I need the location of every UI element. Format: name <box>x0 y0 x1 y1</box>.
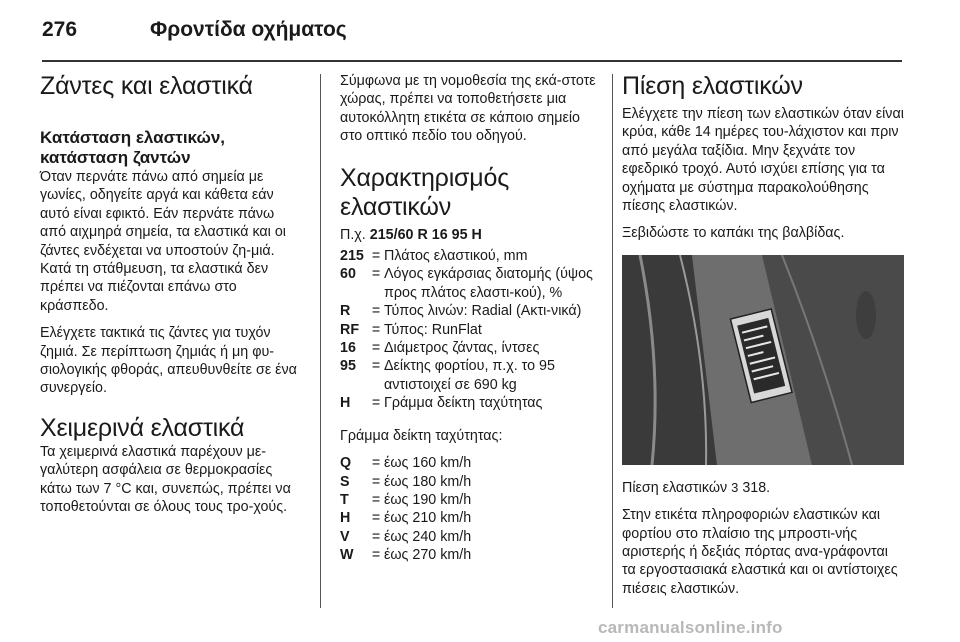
definition-row <box>340 357 602 394</box>
speed-index-table <box>340 454 471 564</box>
subheading-tyre-condition: Κατάσταση ελαστικών, <box>40 128 225 147</box>
heading-tyre-pressure: Πίεση ελαστικών <box>622 72 803 100</box>
figure-caption <box>622 479 904 497</box>
door-frame-illustration <box>622 255 904 465</box>
page-header <box>42 14 902 54</box>
door-pillar-label-figure <box>622 255 904 465</box>
definition-text: Διάμετρος ζάντας, ίντσες <box>384 340 540 357</box>
definition-key: 16 <box>340 340 356 357</box>
definition-text: έως 270 km/h <box>384 547 472 564</box>
heading-tyre-designation: Χαρακτηρισμός ελαστικών <box>340 163 510 221</box>
definition-row <box>340 509 471 527</box>
definition-key: R <box>340 303 351 320</box>
heading-winter-tyres: Χειμερινά ελαστικά <box>40 413 245 442</box>
definition-equals: = <box>371 248 381 265</box>
column-divider-1 <box>320 74 321 608</box>
definition-text: Τύπος: RunFlat <box>384 321 482 338</box>
watermark: carmanualsonline.info <box>598 618 783 637</box>
definition-key: 60 <box>340 266 356 283</box>
paragraph-legislation: Σύμφωνα με τη νομοθεσία της εκά-στοτε χώρας, πρέπει να τοποθετήσετε μια αυτοκόλλητη ετικέτα σε κάποιο σημείο στο οπτικό πεδίο του οδηγού. <box>340 73 596 145</box>
definition-key: S <box>340 473 350 490</box>
definition-equals: = <box>371 491 381 508</box>
definition-row <box>340 265 602 302</box>
definition-row <box>340 491 471 509</box>
definition-row <box>340 321 602 339</box>
column-divider-2 <box>612 74 613 608</box>
column-left <box>40 72 302 517</box>
definition-text: έως 190 km/h <box>384 491 472 508</box>
definition-equals: = <box>371 547 381 564</box>
definition-key: RF <box>340 321 360 338</box>
definition-row <box>340 394 602 412</box>
definition-text: Πλάτος ελαστικού, mm <box>384 248 528 265</box>
definition-text: έως 240 km/h <box>384 528 472 545</box>
definition-key: W <box>340 547 354 564</box>
definition-row <box>340 302 602 320</box>
definition-equals: = <box>371 455 381 472</box>
example-code: 215/60 R 16 95 H <box>369 226 482 243</box>
definition-equals: = <box>371 528 381 545</box>
definition-text: έως 160 km/h <box>384 455 472 472</box>
subheading-wheel-condition: κατάσταση ζαντών <box>40 148 191 167</box>
paragraph-driving-over-edges: Όταν περνάτε πάνω από σημεία με γωνίες, οδηγείτε αργά και κάθετα εάν αυτό είναι εφικτό. Εάν περνάτε πάνω από αιχμηρά σημεία, τα ελαστικά και οι ζάντες ενδέχεται να υποστούν ζη-μιά. Κατά τη στάθμευση, τα ελαστικά δεν πρέπει να πιέζονται επάνω στο κράσπεδο. <box>40 169 286 314</box>
definition-equals: = <box>371 340 381 357</box>
definition-key: Q <box>340 455 352 472</box>
definition-equals: = <box>371 510 381 527</box>
speed-index-intro: Γράμμα δείκτη ταχύτητας: <box>340 427 503 444</box>
definition-text: Τύπος λινών: Radial (Ακτι-νικά) <box>384 303 582 320</box>
definition-equals: = <box>371 395 381 412</box>
header-divider <box>42 60 902 62</box>
paragraph-winter-tyres: Τα χειμερινά ελαστικά παρέχουν με-γαλύτερη ασφάλεια σε θερμοκρασίες κάτω των 7 °C και, συνεπώς, πρέπει να τοποθετούνται σε όλους τους τρο-χούς. <box>40 443 291 516</box>
tyre-code-example <box>340 226 602 244</box>
definition-key: H <box>340 510 351 527</box>
caption-page-ref[interactable]: 318. <box>738 479 771 496</box>
definition-row <box>340 339 602 357</box>
definition-text: έως 210 km/h <box>384 510 472 527</box>
definition-text: Γράμμα δείκτη ταχύτητας <box>384 395 543 412</box>
example-prefix: Π.χ. <box>340 226 370 243</box>
definition-key: T <box>340 491 349 508</box>
definition-equals: = <box>371 321 381 338</box>
paragraph-label-info: Στην ετικέτα πληροφοριών ελαστικών και φορτίου στο πλαίσιο της μπροστι-νής αριστερής ή δεξιάς πόρτας ανα-γράφονται τα εργοστασιακά ελαστικά και οι αντίστοιχες πιέσεις ελαστικών. <box>622 507 898 597</box>
definition-equals: = <box>371 473 381 490</box>
definition-row <box>340 528 471 546</box>
column-middle <box>340 72 602 565</box>
definition-row <box>340 247 602 265</box>
designation-table <box>340 247 602 413</box>
paragraph-unscrew-cap: Ξεβιδώστε το καπάκι της βαλβίδας. <box>622 225 845 242</box>
paragraph-check-wheels: Ελέγχετε τακτικά τις ζάντες για τυχόν ζημιά. Σε περίπτωση ζημιάς ή μη φυ-σιολογικής φθοράς, απευθυνθείτε σε ένα συνεργείο. <box>40 325 297 397</box>
definition-text: Λόγος εγκάρσιας διατομής (ύψος προς πλάτος ελαστι-κού), % <box>384 266 593 301</box>
definition-row <box>340 454 471 472</box>
definition-key: 215 <box>340 248 364 265</box>
heading-wheels-tyres: Ζάντες και ελαστικά <box>40 72 253 100</box>
caption-text: Πίεση ελαστικών <box>622 479 732 496</box>
paragraph-check-pressure: Ελέγχετε την πίεση των ελαστικών όταν είναι κρύα, κάθε 14 ημέρες του-λάχιστον και πριν από μεγάλα ταξίδια. Μην ξεχνάτε τον εφεδρικό τροχό. Αυτό ισχύει επίσης για τα οχήματα με σύστημα παρακολούθησης πίεσης ελαστικών. <box>622 106 904 215</box>
definition-key: 95 <box>340 358 356 375</box>
definition-key: V <box>340 528 350 545</box>
definition-row <box>340 473 471 491</box>
definition-row <box>340 546 471 564</box>
column-right <box>622 72 904 598</box>
definition-key: H <box>340 395 351 412</box>
definition-text: Δείκτης φορτίου, π.χ. το 95 αντιστοιχεί σε 690 kg <box>384 358 555 393</box>
page-number: 276 <box>42 18 78 41</box>
definition-equals: = <box>371 358 381 375</box>
definition-equals: = <box>371 303 381 320</box>
section-title: Φροντίδα οχήματος <box>150 18 347 41</box>
cross-reference-arrow-icon: 3 <box>731 479 739 495</box>
definition-equals: = <box>371 266 381 283</box>
definition-text: έως 180 km/h <box>384 473 472 490</box>
